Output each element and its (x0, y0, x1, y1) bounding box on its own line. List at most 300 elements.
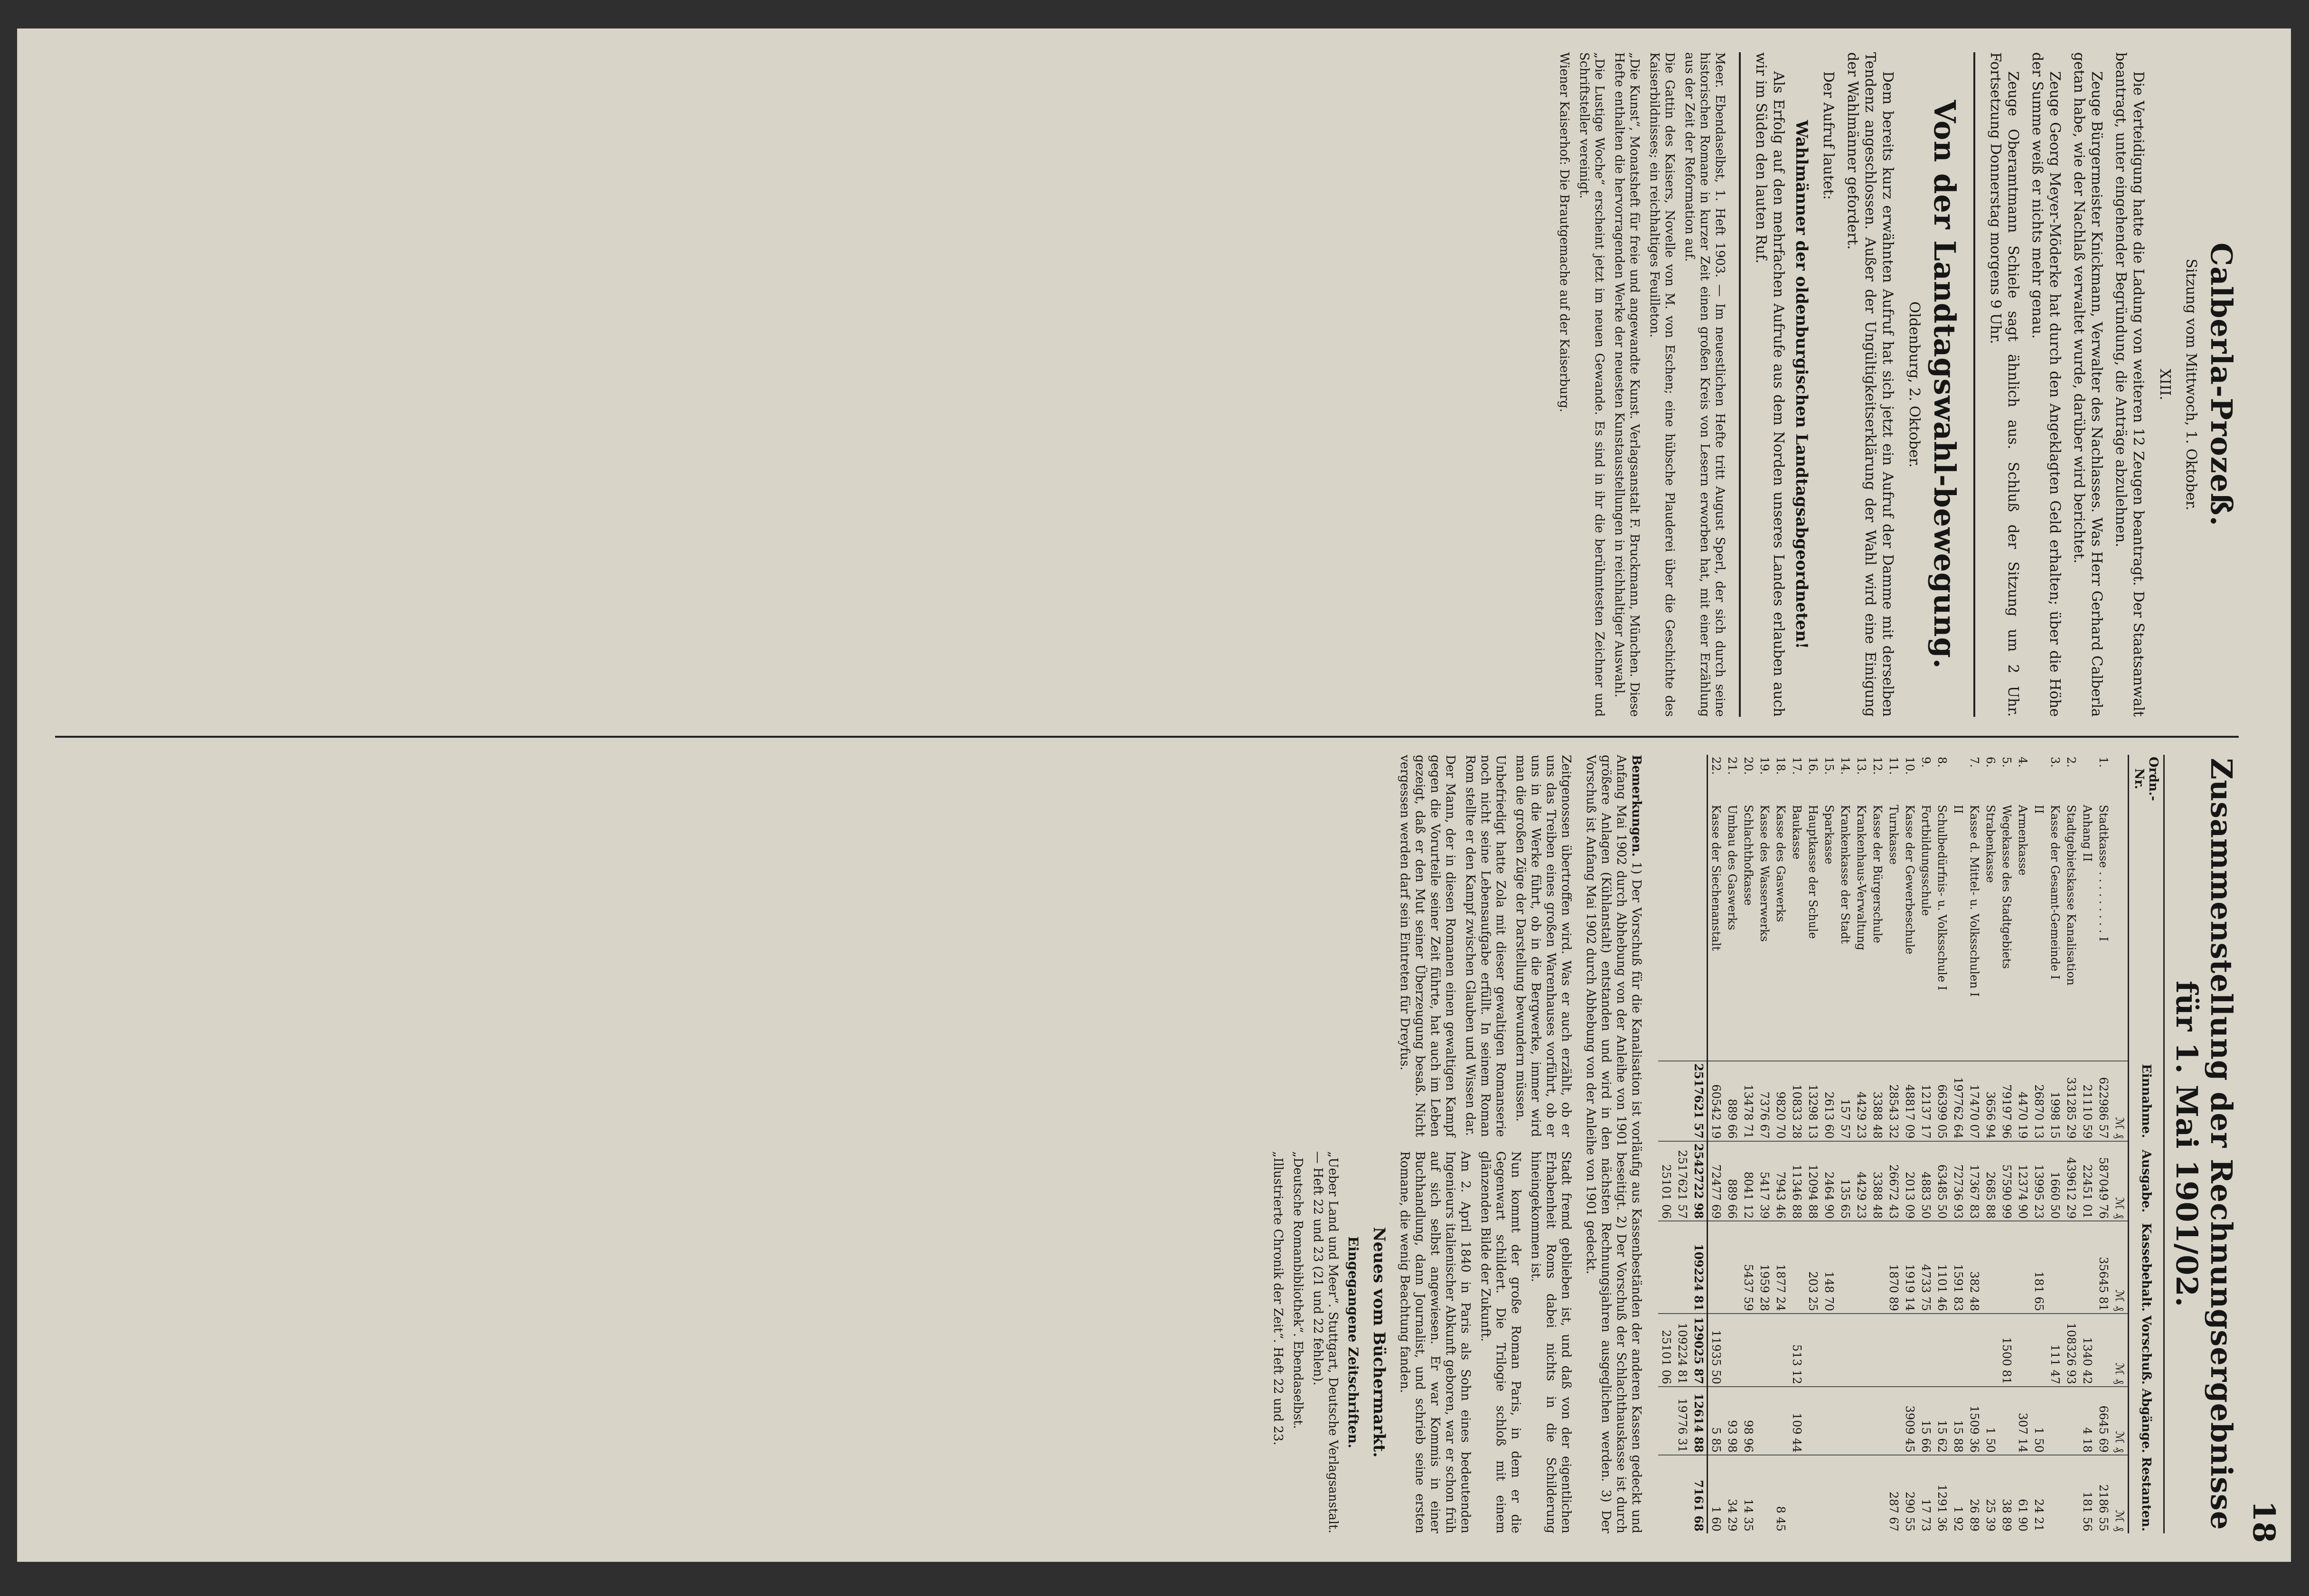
subsection-heading: Eingegangene Zeitschriften. (1345, 1236, 1361, 1448)
table-cell: 109224 81 (1674, 1314, 1690, 1387)
table-cell (1724, 1314, 1740, 1387)
table-cell: 21. (1726, 757, 1739, 775)
table-cell (1934, 1314, 1950, 1387)
table-cell: 3388 48 (1869, 1061, 1886, 1141)
table-cell (1853, 1455, 1869, 1533)
table-cell: 2186 55 (2095, 1455, 2112, 1533)
table-cell: Kasse der Bürgerschule (1871, 805, 1884, 943)
remarks-title: Bemerkungen. (1629, 755, 1643, 857)
rotated-page-content (17, 28, 2291, 1562)
table-cell (1805, 1314, 1821, 1387)
table-cell: 66399 05 (1934, 1061, 1950, 1141)
table-cell: 12. (1871, 757, 1884, 775)
appeal-heading: Wahlmänner der oldenburgischen Landtagsabgeordneten! (1792, 120, 1811, 649)
unit-cell (2112, 803, 2129, 1061)
table-cell: 1101 46 (1934, 1221, 1950, 1314)
table-cell: 4470 19 (2015, 1061, 2031, 1141)
table-cell: 22. (1709, 757, 1723, 775)
table-row (1837, 755, 1853, 1533)
paragraph: Zeuge Oberamtmann Schiele sagt ähnlich aus. Schluß der Sitzung um 2 Uhr. Fortsetzung Donnerstag morgens 9 Uhr. (1987, 52, 2021, 717)
table-cell: 17 73 (1918, 1455, 1934, 1533)
table-cell (1853, 1314, 1869, 1387)
table-cell: 18. (1774, 757, 1787, 775)
table-row (1902, 755, 1918, 1533)
col-header: Ausgabe. (2129, 1141, 2164, 1221)
table-cell: 129025 87 (1690, 1314, 1708, 1387)
table-cell: 72477 69 (1708, 1141, 1725, 1221)
table-cell: 1 92 (1950, 1455, 1966, 1533)
table-cell (1658, 803, 1674, 1061)
unit-cell: ℳ ₰ (2112, 1221, 2129, 1314)
table-cell: Sparkasse (1822, 805, 1836, 864)
table-cell (1869, 1455, 1886, 1533)
table-cell: 108326 93 (2063, 1314, 2079, 1387)
table-cell: 4 18 (2079, 1387, 2095, 1455)
paragraph: „Ueber Land und Meer“. Stuttgart, Deutsche Verlagsanstalt. — Heft 22 und 23 (21 und 22 fehlen). (1311, 1151, 1340, 1533)
table-row (1853, 755, 1869, 1533)
table-cell: II (2032, 805, 2046, 814)
table-row (1724, 755, 1740, 1533)
table-cell (1886, 1387, 1902, 1455)
table-cell (1658, 1061, 1674, 1141)
table-cell: 26870 13 (2031, 1061, 2047, 1141)
table-cell: 13995 23 (2031, 1141, 2047, 1221)
table-cell: 7376 67 (1756, 1061, 1773, 1141)
table-cell: 11. (1887, 757, 1900, 775)
table-cell: 331285 29 (2063, 1061, 2079, 1141)
table-cell: 11935 50 (1708, 1314, 1725, 1387)
table-cell: 12374 90 (2015, 1141, 2031, 1221)
table-cell (1837, 1221, 1853, 1314)
col-header: Einnahme. (2129, 1061, 2164, 1141)
table-cell: 60542 19 (1708, 1061, 1725, 1141)
table-cell (1918, 1314, 1934, 1387)
table-row (1950, 755, 1966, 1533)
table-cell: 622986 57 (2095, 1061, 2112, 1141)
table-cell: 2013 09 (1902, 1141, 1918, 1221)
table-cell: Stadtkasse . . . . . . . . . I (2097, 805, 2110, 941)
table-cell: 20. (1742, 757, 1755, 775)
table-cell: 15. (1822, 757, 1836, 775)
unit-cell: ℳ ₰ (2112, 1455, 2129, 1533)
table-cell: 197762 64 (1950, 1061, 1966, 1141)
table-cell: 6645 69 (2095, 1387, 2112, 1455)
table-cell: 21110 59 (2079, 1061, 2095, 1141)
table-cell: 148 70 (1821, 1221, 1837, 1314)
table-cell (2047, 1221, 2063, 1314)
feuilleton-block (1266, 755, 1574, 1533)
table-cell: 25 39 (1982, 1455, 1999, 1533)
table-cell (1805, 1387, 1821, 1455)
table-cell: Kasse des Wasserwerks (1758, 805, 1771, 942)
table-cell (1999, 1387, 2015, 1455)
table-cell: 1998 15 (2047, 1061, 2063, 1141)
table-cell (2047, 1455, 2063, 1533)
table-cell (1674, 1455, 1690, 1533)
table-cell (1756, 1455, 1773, 1533)
table-cell (2063, 1387, 2079, 1455)
table-units-row (2112, 755, 2129, 1533)
article-title: Von der Landtagswahl-bewegung. (1927, 100, 1962, 669)
table-cell: 12614 88 (1690, 1387, 1708, 1455)
table-row (1740, 755, 1756, 1533)
paragraph: Wiener Kaiserhof: Die Brautgemache auf der Kaiserburg. (1557, 52, 1571, 413)
table-cell: 93 98 (1724, 1387, 1740, 1455)
table-cell: Krankenhaus-Verwaltung (1855, 805, 1868, 950)
table-cell: 19. (1758, 757, 1771, 775)
remarks-text: 1) Der Vorschuß für die Kanalisation ist vorläufig aus Kassenbeständen der anderen Kassen gedeckt und Anfang Mai 1902 durch Abhebung von der Anleihe von 1901 beseitigt. 2) Der Vorschuß der Schlachthauskasse ist durch größere Anlagen (Kühlanstalt) entstanden und wird in den nächsten Rechnungsjahren ausgeglichen werden. 3) Der Vorschuß ist Anfang Mai 1902 durch Abhebung von der Anleihe von 1901 gedeckt. (1584, 755, 1643, 1533)
table-header-row (2129, 755, 2164, 1533)
table-cell: 15 66 (1918, 1387, 1934, 1455)
paragraph: Zeitgenossen übertroffen wird. Was er auch erzählt, ob er uns das Treiben eines großen Warenhauses vorführt, ob er uns in die Werke führt, ob in die Bergwerke, immer wird man die großen Züge der Darstellung bewundern müssen. (1513, 755, 1573, 1137)
table-cell: 34 29 (1724, 1455, 1740, 1533)
table-cell: 7161 68 (1690, 1455, 1708, 1533)
table-row (1918, 755, 1934, 1533)
table-cell: 5. (2000, 757, 2013, 768)
table-cell (1756, 1387, 1773, 1455)
table-cell (1805, 1455, 1821, 1533)
table-cell: Armenkasse (2016, 805, 2029, 876)
table-cell (1950, 1314, 1966, 1387)
table-cell (1658, 1455, 1674, 1533)
paragraph: Am 2. April 1840 in Paris als Sohn eines bedeutenden Ingenieurs italienischer Abkunft geboren, war er schon früh auf sich selbst angewiesen. Er war Kommis in einer Buchhandlung, dann Journalist, und schrieb seine ersten Romane, die wenig Beachtung fanden. (1398, 1151, 1473, 1533)
table-cell: 7943 46 (1773, 1141, 1789, 1221)
table-cell: 63485 50 (1934, 1141, 1950, 1221)
table-cell: Schulbedürfnis- u. Volksschule I (1935, 805, 1949, 991)
table-row (2095, 755, 2112, 1533)
table-cell: Anhang II (2081, 805, 2094, 862)
table-cell: 24 21 (2031, 1455, 2047, 1533)
table-cell: 35645 81 (2095, 1221, 2112, 1314)
paragraph: Der Aufruf lautet: (1820, 71, 1837, 200)
table-cell: 889 66 (1724, 1061, 1740, 1141)
section-number: XIII. (2157, 368, 2173, 401)
table-cell (1837, 1314, 1853, 1387)
table-cell (1773, 1387, 1789, 1455)
table-cell: 4883 50 (1918, 1141, 1934, 1221)
table-cell: 48817 09 (1902, 1061, 1918, 1141)
table-cell: 13. (1855, 757, 1868, 775)
table-cell: Stadtgebietskasse Kanalisation (2065, 805, 2078, 986)
table-cell (1869, 1314, 1886, 1387)
table-cell: 11346 88 (1789, 1141, 1805, 1221)
table-cell (2015, 1314, 2031, 1387)
table-cell: 16. (1806, 757, 1820, 775)
paragraph: Dem bereits kurz erwähnten Aufruf hat sich jetzt ein Aufruf der Damme mit derselben Tendenz angeschlossen. Außer der Ungültigkeitserklärung der Wahl wird eine Einigung der Wahlmänner gefordert. (1844, 52, 1896, 717)
unit-cell: ℳ ₰ (2112, 1141, 2129, 1221)
table-cell: Strabenkasse (1984, 805, 1997, 883)
table-cell (1773, 1314, 1789, 1387)
table-cell: 1660 50 (2047, 1141, 2063, 1221)
table-cell (2063, 1221, 2079, 1314)
articles-section (1552, 52, 2239, 717)
table-cell: 3909 45 (1902, 1387, 1918, 1455)
table-cell (1869, 1221, 1886, 1314)
table-title: Zusammenstellung der Rechnungsergebnisse für 1. Mai 1901/02. (2169, 758, 2239, 1530)
table-cell: 2. (2065, 757, 2078, 768)
table-row (1789, 755, 1805, 1533)
paragraph: „Die Lustige Woche“ erscheint jetzt im neuen Gewande. Es sind in ihr die berühmtesten Zeichner und Schriftsteller vereinigt. (1577, 52, 1606, 717)
table-cell: 287 67 (1886, 1455, 1902, 1533)
table-cell: 2464 90 (1821, 1141, 1837, 1221)
table-cell: 26672 43 (1886, 1141, 1902, 1221)
table-cell (1756, 1314, 1773, 1387)
table-cell (1708, 1221, 1725, 1314)
table-cell: Kasse der Siechenanstalt (1709, 805, 1723, 951)
paragraph: „Deutsche Romanbibliothek“. Ebendaselbst. (1291, 1151, 1305, 1429)
table-cell (1837, 1387, 1853, 1455)
table-cell: Turnkasse (1887, 805, 1900, 865)
table-cell: Schlachthofkasse (1742, 805, 1755, 906)
table-cell: 439612 29 (2063, 1141, 2079, 1221)
paragraph: Stadt fremd geblieben ist, und daß von der eigentlichen Erhabenheit Roms dabei nichts in die Schilderung hineingekommen ist. (1529, 1151, 1573, 1533)
table-cell: 1959 28 (1756, 1221, 1773, 1314)
section-heading: Neues vom Büchermarkt. (1370, 1227, 1389, 1458)
table-cell: 26 89 (1966, 1455, 1982, 1533)
table-cell: Kasse der Gesamt-Gemeinde I (2048, 805, 2062, 980)
table-cell: 79197 96 (1999, 1061, 2015, 1141)
table-cell: 10. (1903, 757, 1916, 775)
table-cell: 10833 28 (1789, 1061, 1805, 1141)
table-cell (1837, 1455, 1853, 1533)
col-header: Restanten. (2129, 1455, 2164, 1533)
table-cell: 9820 70 (1773, 1061, 1789, 1141)
table-cell: 307 14 (2015, 1387, 2031, 1455)
table-cell: Kasse der Gewerbeschule (1903, 805, 1916, 955)
remarks-block (1583, 755, 1644, 1533)
table-cell: 38 89 (1999, 1455, 2015, 1533)
table-cell (2079, 1221, 2095, 1314)
table-cell (1690, 803, 1708, 1061)
table-cell: Krankenkasse der Stadt (1839, 805, 1852, 944)
table-cell (2015, 1221, 2031, 1314)
table-cell: 1 60 (1708, 1455, 1725, 1533)
table-cell: Kasse des Gaswerks (1774, 805, 1787, 922)
table-cell: 1877 24 (1773, 1221, 1789, 1314)
table-cell (1674, 803, 1690, 1061)
table-row (1886, 755, 1902, 1533)
table-row (2063, 755, 2079, 1533)
paragraph: „Die Kunst“, Monatsheft für freie und angewandte Kunst. Verlagsanstalt F. Bruckmann, München. Diese Hefte enthalten die hervorragenden Werke der neuesten Kunstausstellungen in reichhaltiger Auswahl. (1612, 52, 1642, 717)
table-row (1982, 755, 1999, 1533)
article-divider (1973, 52, 1975, 717)
table-cell: 2542722 98 (1690, 1141, 1708, 1221)
table-cell: 17. (1790, 757, 1803, 775)
table-row (1708, 755, 1725, 1533)
table-cell (1999, 1221, 2015, 1314)
table-cell: 1 50 (2031, 1387, 2047, 1455)
table-row (2047, 755, 2063, 1533)
table-cell: 1591 83 (1950, 1221, 1966, 1314)
paragraph: Unbefriedigt hatte Zola mit dieser gewaltigen Romanserie noch nicht seine Lebensaufgabe erfüllt. In seinem Roman Rom stellte er den Kampf zwischen Glauben und Wissen dar. (1463, 755, 1508, 1137)
table-cell (2079, 755, 2095, 803)
table-cell (1789, 1221, 1805, 1314)
table-cell: II (1952, 805, 1965, 814)
table-cell: 25101 06 (1658, 1141, 1674, 1221)
article-title: Calberla-Prozeß. (2204, 243, 2239, 526)
table-cell: 4429 23 (1853, 1061, 1869, 1141)
table-cell: 111 47 (2047, 1314, 2063, 1387)
col-header: Vorschuß. (2129, 1314, 2164, 1387)
table-cell: Umbau des Gaswerks (1726, 805, 1739, 930)
table-row (2015, 755, 2031, 1533)
table-cell (1690, 755, 1708, 803)
col-header: Kassebehalt. (2129, 1221, 2164, 1314)
table-cell (1950, 755, 1966, 803)
table-cell: 8041 12 (1740, 1141, 1756, 1221)
table-cell: 109224 81 (1690, 1221, 1708, 1314)
table-cell (2063, 1455, 2079, 1533)
table-cell: 2517621 57 (1690, 1061, 1708, 1141)
table-cell: 2517621 57 (1674, 1141, 1690, 1221)
table-cell: 5437 59 (1740, 1221, 1756, 1314)
paragraph: Nun kommt der große Roman Paris, in dem er die Gegenwart schildert. Die Trilogie schloß mit einem glänzenden Bilde der Zukunft. (1478, 1151, 1523, 1533)
table-cell: Kasse d. Mittel- u. Volksschulen I (1968, 805, 1981, 997)
table-row (1773, 755, 1789, 1533)
table-cell: 5 85 (1708, 1387, 1725, 1455)
paragraph: Zeuge Bürgermeister Knickmann, Verwalter des Nachlasses. Was Herr Gerhard Calberla getan habe, wie der Nachlaß verwaltet wurde, darüber wird berichtet. (2071, 52, 2105, 717)
table-cell: 2685 88 (1982, 1141, 1999, 1221)
unit-cell: ℳ ₰ (2112, 1387, 2129, 1455)
unit-cell: ℳ ₰ (2112, 1061, 2129, 1141)
table-row (1658, 755, 1674, 1533)
table-cell: 19776 31 (1674, 1387, 1690, 1455)
table-row (1934, 755, 1950, 1533)
paragraph: „Illustrierte Chronik der Zeit“. Heft 22 und 23. (1271, 1151, 1285, 1446)
table-cell: 12137 17 (1918, 1061, 1934, 1141)
table-cell: 587049 76 (2095, 1141, 2112, 1221)
table-cell: 1500 81 (1999, 1314, 2015, 1387)
table-cell (1982, 1221, 1999, 1314)
table-cell: 22451 01 (2079, 1141, 2095, 1221)
table-cell (1821, 1455, 1837, 1533)
accounts-table (1658, 755, 2165, 1533)
table-row (1821, 755, 1837, 1533)
dateline: Oldenburg, 2. Oktober. (1906, 301, 1923, 468)
table-cell: 28543 32 (1886, 1061, 1902, 1141)
table-cell: 2613 60 (1821, 1061, 1837, 1141)
table-sum-row (1690, 755, 1708, 1533)
table-cell (1821, 1387, 1837, 1455)
accounts-section (1266, 755, 2239, 1533)
table-cell: 5417 39 (1756, 1141, 1773, 1221)
table-cell: 72736 93 (1950, 1141, 1966, 1221)
table-cell: 7. (1968, 757, 1981, 768)
unit-cell: ℳ ₰ (2112, 1314, 2129, 1387)
table-cell (1821, 1314, 1837, 1387)
table-row (1999, 755, 2015, 1533)
paragraph: Als Erfolg auf den mehrfachen Aufrufe aus dem Norden unseres Landes erlauben auch wir im Süden den lauten Ruf. (1753, 52, 1787, 717)
table-cell: 290 55 (1902, 1455, 1918, 1533)
table-cell: 98 96 (1740, 1387, 1756, 1455)
table-cell: 6. (1984, 757, 1997, 768)
table-cell: 14. (1839, 757, 1852, 775)
table-cell: 4733 75 (1918, 1221, 1934, 1314)
table-cell: 513 12 (1789, 1314, 1805, 1387)
table-cell (1886, 1314, 1902, 1387)
table-cell (1869, 1387, 1886, 1455)
table-cell: 8. (1935, 757, 1949, 768)
table-cell: 135 65 (1837, 1141, 1853, 1221)
table-cell: 1 50 (1982, 1387, 1999, 1455)
feuilleton-col-right (1266, 1151, 1574, 1533)
table-cell: 4429 23 (1853, 1141, 1869, 1221)
table-cell: 1509 36 (1966, 1387, 1982, 1455)
table-cell (1674, 1221, 1690, 1314)
table-cell: 3. (2048, 757, 2062, 768)
table-row (1674, 755, 1690, 1533)
page-number: 18 (2246, 1500, 2281, 1543)
table-row (1756, 755, 1773, 1533)
table-row (2079, 755, 2095, 1533)
table-cell (1740, 1314, 1756, 1387)
table-cell: 15 88 (1950, 1387, 1966, 1455)
table-cell (1658, 755, 1674, 803)
table-cell: 1919 14 (1902, 1221, 1918, 1314)
column-divider (55, 736, 2239, 738)
article-divider (1739, 52, 1741, 717)
table-cell: 13298 13 (1805, 1061, 1821, 1141)
paragraph: Meer. Ebendaselbst, 1. Heft 1903. — Im neuestlichen Hefte tritt August Sperl, der sich durch seine historischen Romane in kurzer Zeit einen großen Kreis von Lesern erworben hat, mit einer Erzählung aus der Zeit der Reformation auf. (1682, 52, 1727, 717)
table-cell (1674, 1061, 1690, 1141)
table-cell: 17470 07 (1966, 1061, 1982, 1141)
table-cell: 1870 89 (1886, 1221, 1902, 1314)
feuilleton-col-left (1266, 755, 1574, 1137)
table-cell: 8 45 (1773, 1455, 1789, 1533)
table-cell (1674, 755, 1690, 803)
table-cell (1724, 1221, 1740, 1314)
table-cell: 203 25 (1805, 1221, 1821, 1314)
table-cell (2031, 755, 2047, 803)
unit-cell (2112, 755, 2129, 803)
paragraph: Die Verteidigung hatte die Ladung von weiteren 12 Zeugen beantragt. Der Staatsanwalt beantragt, unter eingehender Begründung, die Anträge abzulehnen. (2112, 52, 2147, 717)
table-cell: 1. (2097, 757, 2110, 768)
table-cell: 61 90 (2015, 1455, 2031, 1533)
table-cell: 12094 88 (1805, 1141, 1821, 1221)
table-cell (1853, 1221, 1869, 1314)
table-cell (1658, 1387, 1674, 1455)
table-row (1805, 755, 1821, 1533)
table-row (2031, 755, 2047, 1533)
table-cell: Hauptkasse der Schule (1806, 805, 1820, 939)
col-header: Abgänge. (2129, 1387, 2164, 1455)
paragraph: Der Mann, der in diesen Romanen einen gewaltigen Kampf gegen die Vorurteile seiner Zeit führte, hat auch im Leben gezeigt, daß er den Mut seiner Überzeugung besaß. Nicht vergessen werden darf sein Eintreten für Dreyfus. (1398, 755, 1457, 1137)
table-cell (1658, 1221, 1674, 1314)
table-cell: 181 65 (2031, 1221, 2047, 1314)
table-cell (1789, 1455, 1805, 1533)
table-cell: Wegekasse des Stadtgebiets (2000, 805, 2013, 969)
table-cell: 17367 83 (1966, 1141, 1982, 1221)
table-cell: 3656 94 (1982, 1061, 1999, 1141)
table-cell: 382 48 (1966, 1221, 1982, 1314)
table-cell (1966, 1314, 1982, 1387)
table-cell: Fortbildungsschule (1919, 805, 1933, 916)
table-cell (2047, 1387, 2063, 1455)
table-cell (2031, 1314, 2047, 1387)
table-cell (2095, 1314, 2112, 1387)
table-body (1658, 755, 2112, 1533)
table-cell: 9. (1919, 757, 1933, 768)
table-cell: 57590 99 (1999, 1141, 2015, 1221)
table-cell: 15 62 (1934, 1387, 1950, 1455)
table-cell: 181 56 (2079, 1455, 2095, 1533)
table-cell: 1340 42 (2079, 1314, 2095, 1387)
table-cell: 1291 36 (1934, 1455, 1950, 1533)
table-cell: 14 35 (1740, 1455, 1756, 1533)
table-cell: Baukasse (1790, 805, 1803, 860)
paragraph: Die Gattin des Kaisers, Novelle von M. von Eschen; eine hübsche Plauderei über die Geschichte des Kaiserbildnisses; ein reichhaltiges Feuilleton. (1647, 52, 1677, 717)
table-cell (1982, 1314, 1999, 1387)
